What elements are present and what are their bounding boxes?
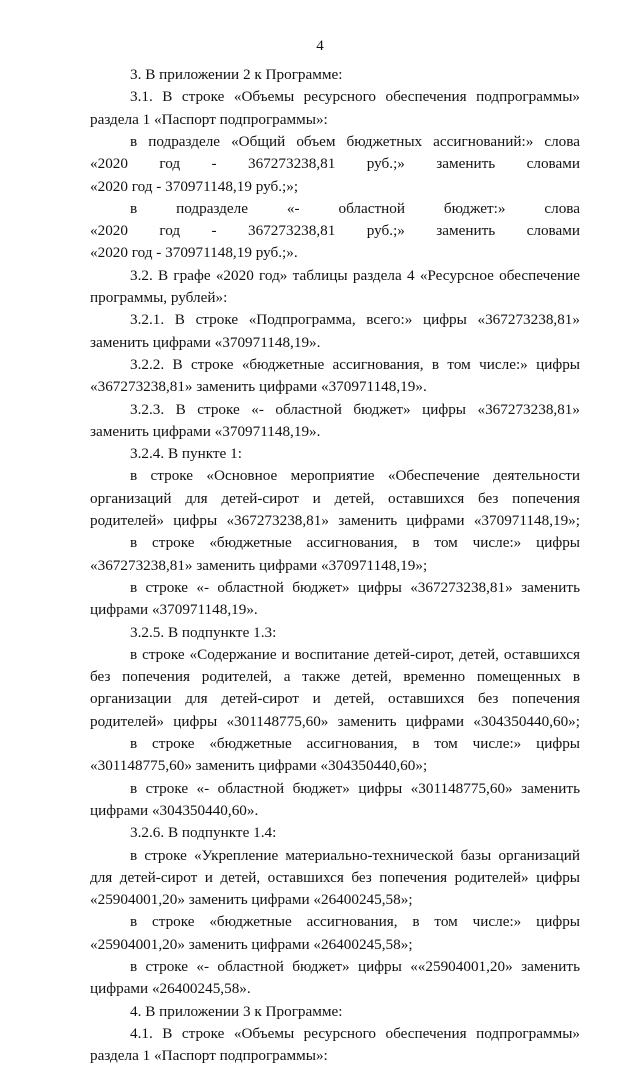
text-line: в строке «Содержание и воспитание детей-сирот, детей, оставшихся (130, 645, 580, 663)
text-line: без попечения родителей, а также детей, временно помещенных в (90, 668, 580, 686)
text-line: в подразделе «- областной бюджет:» слова (130, 199, 580, 217)
text-line: «25904001,20» заменить цифрами «26400245,58»; (90, 891, 413, 909)
text-line: «367273238,81» заменить цифрами «370971148,19»; (90, 556, 428, 574)
text-line: родителей» цифры «301148775,60» заменить цифрами «304350440,60»; (90, 712, 580, 730)
text-line: заменить цифрами «370971148,19». (90, 422, 321, 440)
text-line: цифрами «304350440,60». (90, 801, 259, 819)
page-number: 4 (316, 38, 324, 54)
text-line: программы, рублей»: (90, 289, 228, 306)
text-line: в строке «- областной бюджет» цифры «367273238,81» заменить (130, 578, 580, 596)
text-line: 3. В приложении 2 к Программе: (130, 66, 343, 83)
text-line: в строке «бюджетные ассигнования, в том числе:» цифры (130, 735, 580, 752)
text-line: «2020 год - 370971148,19 руб.;»; (90, 177, 299, 195)
text-line: 3.2.1. В строке «Подпрограмма, всего:» цифры «367273238,81» (130, 311, 580, 329)
text-line: в подразделе «Общий объем бюджетных ассигнований:» слова (130, 132, 580, 150)
text-line: в строке «Укрепление материально-технической базы организаций (130, 846, 580, 864)
text-line: «2020 год - 367273238,81 руб.;» заменить словами (90, 222, 580, 240)
text-line: «301148775,60» заменить цифрами «304350440,60»; (90, 757, 428, 775)
text-line: «2020 год - 370971148,19 руб.;». (90, 244, 298, 262)
text-line: «25904001,20» заменить цифрами «26400245,58»; (90, 935, 413, 953)
text-line: организации для детей-сирот и детей, оставшихся без попечения (90, 690, 580, 708)
text-line: 4.1. В строке «Объемы ресурсного обеспечения подпрограммы» (130, 1024, 580, 1042)
text-line: 3.2.6. В подпункте 1.4: (130, 824, 277, 842)
text-line: 3.2.5. В подпункте 1.3: (130, 623, 277, 641)
text-line: 3.2.2. В строке «бюджетные ассигнования, в том числе:» цифры (130, 355, 580, 373)
text-line: «367273238,81» заменить цифрами «370971148,19». (90, 378, 427, 396)
text-line: 3.2. В графе «2020 год» таблицы раздела 4 «Ресурсное обеспечение (130, 266, 580, 284)
text-line: в строке «бюджетные ассигнования, в том числе:» цифры (130, 913, 580, 931)
text-line: для детей-сирот и детей, оставшихся без попечения родителей» цифры (90, 868, 580, 886)
text-line: 3.2.4. В пункте 1: (130, 445, 242, 463)
text-line: «2020 год - 367273238,81 руб.;» заменить словами (90, 155, 580, 173)
text-line: цифрами «26400245,58». (90, 980, 251, 998)
text-line: в строке «Основное мероприятие «Обеспечение деятельности (130, 467, 580, 485)
text-line: раздела 1 «Паспорт подпрограммы»: (90, 110, 328, 128)
text-line: раздела 1 «Паспорт подпрограммы»: (90, 1047, 328, 1065)
text-line: 4. В приложении 3 к Программе: (130, 1002, 343, 1020)
text-line: родителей» цифры «367273238,81» заменить цифрами «370971148,19»; (90, 512, 580, 529)
text-line: организаций для детей-сирот и детей, оставшихся без попечения (90, 489, 580, 507)
text-line: 3.2.3. В строке «- областной бюджет» цифры «367273238,81» (130, 400, 580, 418)
text-line: цифрами «370971148,19». (90, 601, 258, 619)
text-line: в строке «- областной бюджет» цифры ««25904001,20» заменить (130, 958, 580, 975)
text-line: в строке «- областной бюджет» цифры «301148775,60» заменить (130, 779, 580, 797)
text-line: в строке «бюджетные ассигнования, в том числе:» цифры (130, 534, 580, 552)
text-line: 3.1. В строке «Объемы ресурсного обеспечения подпрограммы» (130, 88, 580, 106)
text-line: заменить цифрами «370971148,19». (90, 333, 321, 351)
